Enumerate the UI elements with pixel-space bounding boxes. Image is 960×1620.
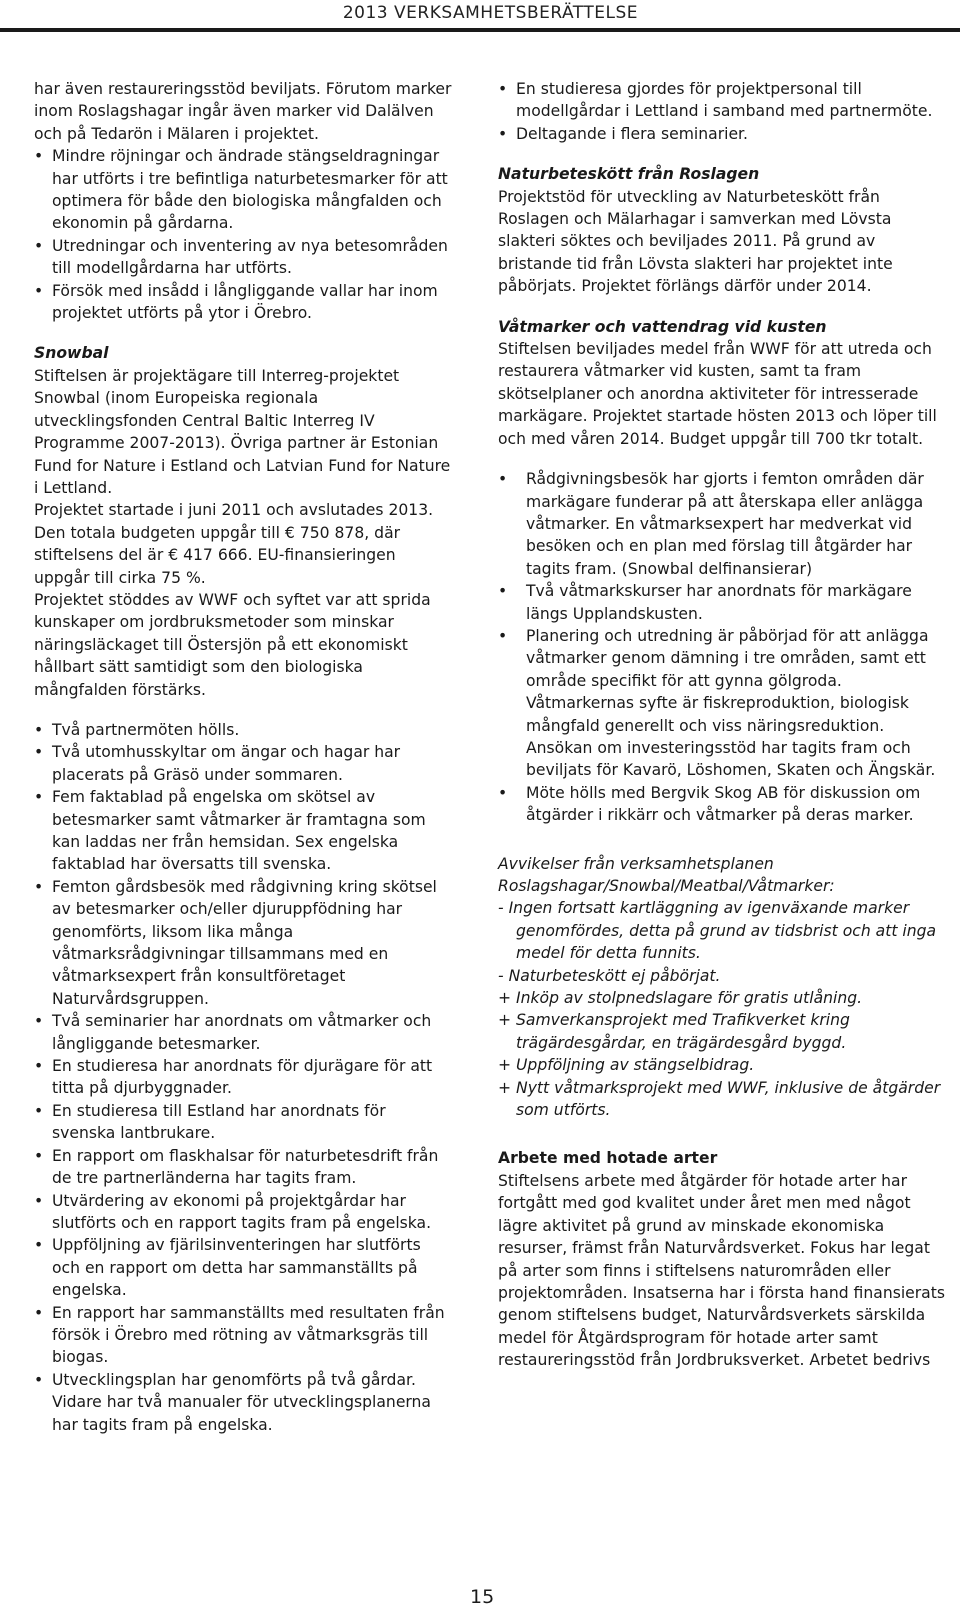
list-item: • En studieresa till Estland har anordnats för svenska lantbrukare.	[34, 1100, 452, 1145]
page-number: 15	[470, 1586, 495, 1608]
list-item: • Femton gårdsbesök med rådgivning kring skötsel av betesmarker och/eller djuruppfödning har genomförts, liksom lika många våtmarksrådgivningar tillsammans med en våtmarksexpert från konsultföretaget Naturvårdsgruppen.	[34, 876, 452, 1010]
list-item: - Ingen fortsatt kartläggning av igenväxande marker genomfördes, detta på grund av tidsbrist och att inga medel för detta funnits.	[498, 899, 937, 963]
section-heading-vatmarker: Våtmarker och vattendrag vid kusten	[498, 317, 827, 336]
naturbeteskott-paragraph: Projektstöd för utveckling av Naturbeteskött från Roslagen och Mälarhagar i samverkan med Lövsta slakteri söktes och beviljades 2011. På grund av bristande tid från Lövsta slakteri har projektet inte påbörjats. Projektet förlängs därför under 2014.	[498, 187, 893, 296]
list-item: • Rådgivningsbesök har gjorts i femton områden där markägare funderar på att återskapa eller anlägga våtmarker. En våtmarksexpert har medverkat vid besöken och en plan med förslag till åtgärder har tagits fram. (Snowbal delfinansierar)	[498, 468, 950, 580]
list-item: • Utredningar och inventering av nya betesområden till modellgårdarna har utförts.	[34, 235, 452, 280]
list-item: • Försök med insådd i långliggande vallar har inom projektet utförts på ytor i Örebro.	[34, 280, 452, 325]
list-item: + Inköp av stolpnedslagare för gratis utlåning.	[498, 989, 863, 1008]
intro-paragraph: har även restaureringsstöd beviljats. Förutom marker inom Roslagshagar ingår även marker vid Dalälven och på Tedarön i Mälaren i projektet.	[34, 80, 452, 143]
list-item: • Mindre röjningar och ändrade stängseldragningar har utförts i tre befintliga naturbetesmarker för att optimera för både den biologiska mångfalden och ekonomin på gårdarna.	[34, 145, 452, 235]
list-item: • En rapport har sammanställts med resultaten från försök i Örebro med rötning av våtmarksgräs till biogas.	[34, 1302, 452, 1369]
list-item: - Naturbeteskött ej påbörjat.	[498, 966, 721, 985]
list-item: • En studieresa gjordes för projektpersonal till modellgårdar i Lettland i samband med partnermöte.	[498, 78, 950, 123]
list-item: • Utvecklingsplan har genomförts på två gårdar. Vidare har två manualer för utvecklingsplanerna har tagits fram på engelska.	[34, 1369, 452, 1436]
list-item: • Två partnermöten hölls.	[34, 719, 452, 741]
bullet-list-roslagshagar	[34, 145, 452, 324]
section-heading-snowbal: Snowbal	[34, 344, 109, 363]
deviations-list	[498, 897, 950, 1121]
list-item: • Uppföljning av fjärilsinventeringen har slutförts och en rapport om detta har sammanställts på engelska.	[34, 1234, 452, 1301]
right-column	[498, 78, 950, 1372]
list-item: + Uppföljning av stängselbidrag.	[498, 1056, 755, 1075]
left-column	[34, 78, 452, 1436]
header-rule	[0, 28, 960, 32]
page-header	[0, 0, 960, 28]
snowbal-paragraph-2: Projektet startade i juni 2011 och avslutades 2013. Den totala budgeten uppgår till € 750 878, där stiftelsens del är € 417 666. EU-finansieringen uppgår till cirka 75 %.	[34, 501, 434, 587]
hotade-arter-paragraph: Stiftelsens arbete med åtgärder för hotade arter har fortgått med god kvalitet under året men med något lägre aktivitet på grund av minskade ekonomiska resurser, främst från Naturvårdsverket. Fokus har legat på arter som finns i stiftelsens naturområden eller projektområden. Insatserna har i första hand finansierats genom stiftelsens budget, Naturvårdsverkets särskilda medel för Åtgärdsprogram för hotade arter samt restaureringsstöd från Jordbruksverket. Arbetet bedrivs	[498, 1171, 945, 1370]
list-item: + Samverkansprojekt med Trafikverket kring trägärdesgårdar, en trägärdesgård byggd.	[498, 1011, 850, 1052]
section-heading-naturbeteskott: Naturbeteskött från Roslagen	[498, 165, 760, 184]
snowbal-paragraph-1: Stiftelsen är projektägare till Interreg-projektet Snowbal (inom Europeiska regionala utvecklingsfonden Central Baltic Interreg IV Programme 2007-2013). Övriga partner är Estonian Fund for Nature i Estland och Latvian Fund for Nature i Lettland.	[34, 366, 451, 497]
list-item: + Nytt våtmarksprojekt med WWF, inklusive de åtgärder som utförts.	[498, 1078, 941, 1120]
section-heading-hotade-arter: Arbete med hotade arter	[498, 1149, 718, 1168]
list-item: • Två seminarier har anordnats om våtmarker och långliggande betesmarker.	[34, 1010, 452, 1055]
bullet-list-snowbal-continued	[498, 78, 950, 145]
deviations-heading: Avvikelser från verksamhetsplanen Roslagshagar/Snowbal/Meatbal/Våtmarker:	[498, 854, 835, 895]
bullet-list-snowbal	[34, 719, 452, 1436]
bullet-list-vatmarker	[498, 468, 950, 827]
list-item: • Två utomhusskyltar om ängar och hagar har placerats på Gräsö under sommaren.	[34, 741, 452, 786]
list-item: • Två våtmarkskurser har anordnats för markägare längs Upplandskusten.	[498, 580, 950, 625]
list-item: • Möte hölls med Bergvik Skog AB för diskussion om åtgärder i rikkärr och våtmarker på deras marker.	[498, 782, 950, 827]
list-item: • Fem faktablad på engelska om skötsel av betesmarker samt våtmarker är framtagna som kan laddas ner från hemsidan. Sex engelska faktablad har översatts till svenska.	[34, 786, 452, 876]
report-title: 2013 VERKSAMHETSBERÄTTELSE	[342, 3, 638, 23]
list-item: • Planering och utredning är påbörjad för att anlägga våtmarker genom dämning i tre områden, samt ett område specifikt för att gynna gölgroda. Våtmarkernas syfte är fiskreproduktion, biologisk mångfald generellt och viss näringsreduktion. Ansökan om investeringsstöd har tagits fram och beviljats för Kavarö, Löshomen, Skaten och Ängskär.	[498, 625, 950, 782]
list-item: • En rapport om flaskhalsar för naturbetesdrift från de tre partnerländerna har tagits fram.	[34, 1145, 452, 1190]
vatmarker-paragraph: Stiftelsen beviljades medel från WWF för att utreda och restaurera våtmarker vid kusten, samt ta fram skötselplaner och anordna aktiviteter för intresserade markägare. Projektet startade hösten 2013 och löper till och med våren 2014. Budget uppgår till 700 tkr totalt.	[498, 340, 937, 448]
list-item: • En studieresa har anordnats för djurägare för att titta på djurbyggnader.	[34, 1055, 452, 1100]
list-item: • Deltagande i flera seminarier.	[498, 123, 950, 145]
list-item: • Utvärdering av ekonomi på projektgårdar har slutförts och en rapport tagits fram på engelska.	[34, 1190, 452, 1235]
snowbal-paragraph-3: Projektet stöddes av WWF och syftet var att sprida kunskaper om jordbruksmetoder som minskar näringsläckaget till Östersjön på ett ekonomiskt hållbart sätt samtidigt som den biologiska mångfalden förstärks.	[34, 590, 431, 699]
